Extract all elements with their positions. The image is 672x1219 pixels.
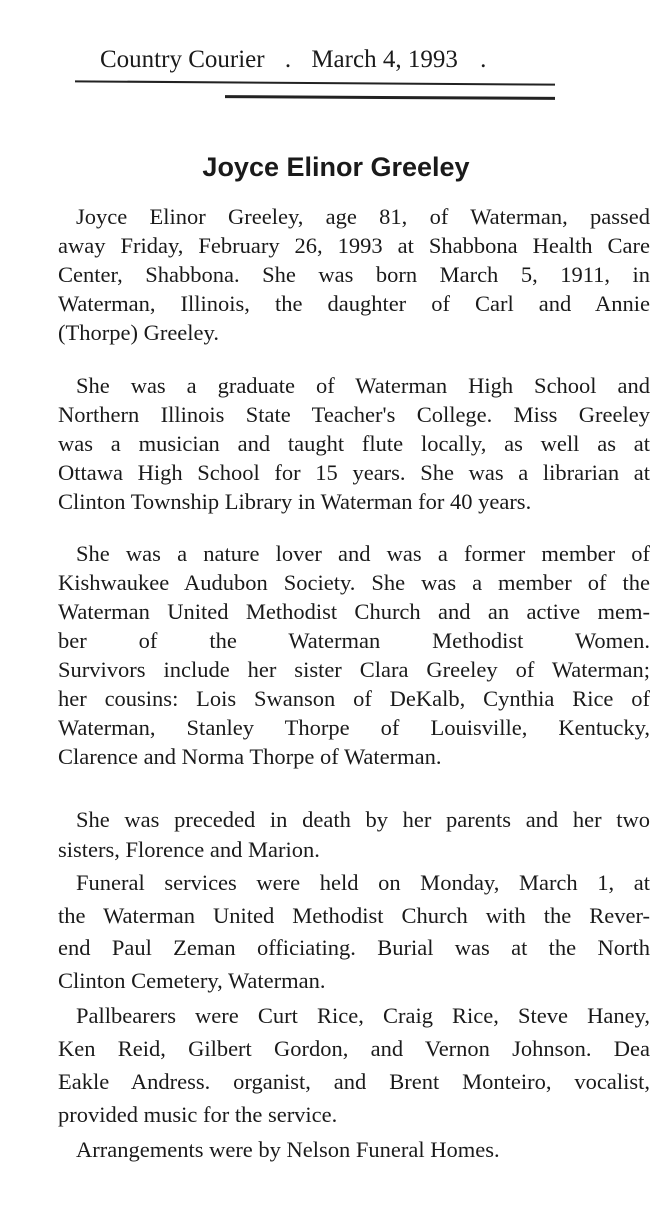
paragraph-pallbearers xyxy=(58,999,650,1131)
masthead-trailing-dot: . xyxy=(480,46,487,73)
paragraph-preceded xyxy=(58,805,650,865)
text-line: Ottawa High School for 15 years. She was a librarian at xyxy=(58,460,650,485)
text-line: She was preceded in death by her parents and her two xyxy=(76,807,650,832)
text-line: Arrangements were by Nelson Funeral Homes. xyxy=(76,1137,500,1162)
text-line: the Waterman United Methodist Church with the Rever- xyxy=(58,902,650,928)
text-line: (Thorpe) Greeley. xyxy=(58,320,219,345)
paragraph-funeral xyxy=(58,867,650,997)
masthead-rule-double xyxy=(225,95,555,100)
text-line: Ken Reid, Gilbert Gordon, and Vernon Johnson. Dea xyxy=(58,1036,650,1061)
text-line: Northern Illinois State Teacher's College. Miss Greeley xyxy=(58,402,650,427)
text-line: Kishwaukee Audubon Society. She was a member of the xyxy=(58,570,650,595)
text-line: Clinton Cemetery, Waterman. xyxy=(58,967,326,993)
paragraph-memberships-survivors xyxy=(58,539,650,771)
paragraph-education xyxy=(58,371,650,516)
text-line: Clarence and Norma Thorpe of Waterman. xyxy=(58,744,442,769)
publication-date: March 4, 1993 xyxy=(311,46,458,73)
text-line: Funeral services were held on Monday, March 1, at xyxy=(76,870,650,895)
text-line: her cousins: Lois Swanson of DeKalb, Cynthia Rice of xyxy=(58,686,650,711)
text-line: Waterman United Methodist Church and an active mem- xyxy=(58,599,650,624)
text-line: Survivors include her sister Clara Greeley of Waterman; xyxy=(58,657,650,682)
text-line: provided music for the service. xyxy=(58,1102,338,1127)
text-line: away Friday, February 26, 1993 at Shabbona Health Care xyxy=(58,233,650,258)
text-line: Waterman, Illinois, the daughter of Carl and Annie xyxy=(58,291,650,316)
masthead-separator: . xyxy=(284,46,292,73)
text-line: Waterman, Stanley Thorpe of Louisville, Kentucky, xyxy=(58,715,650,740)
text-line: She was a graduate of Waterman High School and xyxy=(76,373,650,398)
text-line: Clinton Township Library in Waterman for 40 years. xyxy=(58,489,532,514)
masthead-rule xyxy=(75,80,555,85)
publication-name: Country Courier xyxy=(100,46,265,73)
text-line: Center, Shabbona. She was born March 5, 1911, in xyxy=(58,262,650,287)
text-line: end Paul Zeman officiating. Burial was at the North xyxy=(58,935,650,960)
text-line: sisters, Florence and Marion. xyxy=(58,837,320,862)
paragraph-arrangements xyxy=(58,1134,650,1166)
paragraph-biography xyxy=(58,202,650,347)
text-line: Joyce Elinor Greeley, age 81, of Waterman, passed xyxy=(76,204,650,229)
text-line: Eakle Andress. organist, and Brent Monteiro, vocalist, xyxy=(58,1069,650,1094)
text-line: was a musician and taught flute locally, as well as at xyxy=(58,431,650,456)
masthead xyxy=(100,46,560,74)
obituary-title: Joyce Elinor Greeley xyxy=(202,152,470,182)
text-line: She was a nature lover and was a former member of xyxy=(76,541,650,566)
text-line: Pallbearers were Curt Rice, Craig Rice, Steve Haney, xyxy=(76,1003,650,1028)
text-line: ber of the Waterman Methodist Women. xyxy=(58,628,650,653)
